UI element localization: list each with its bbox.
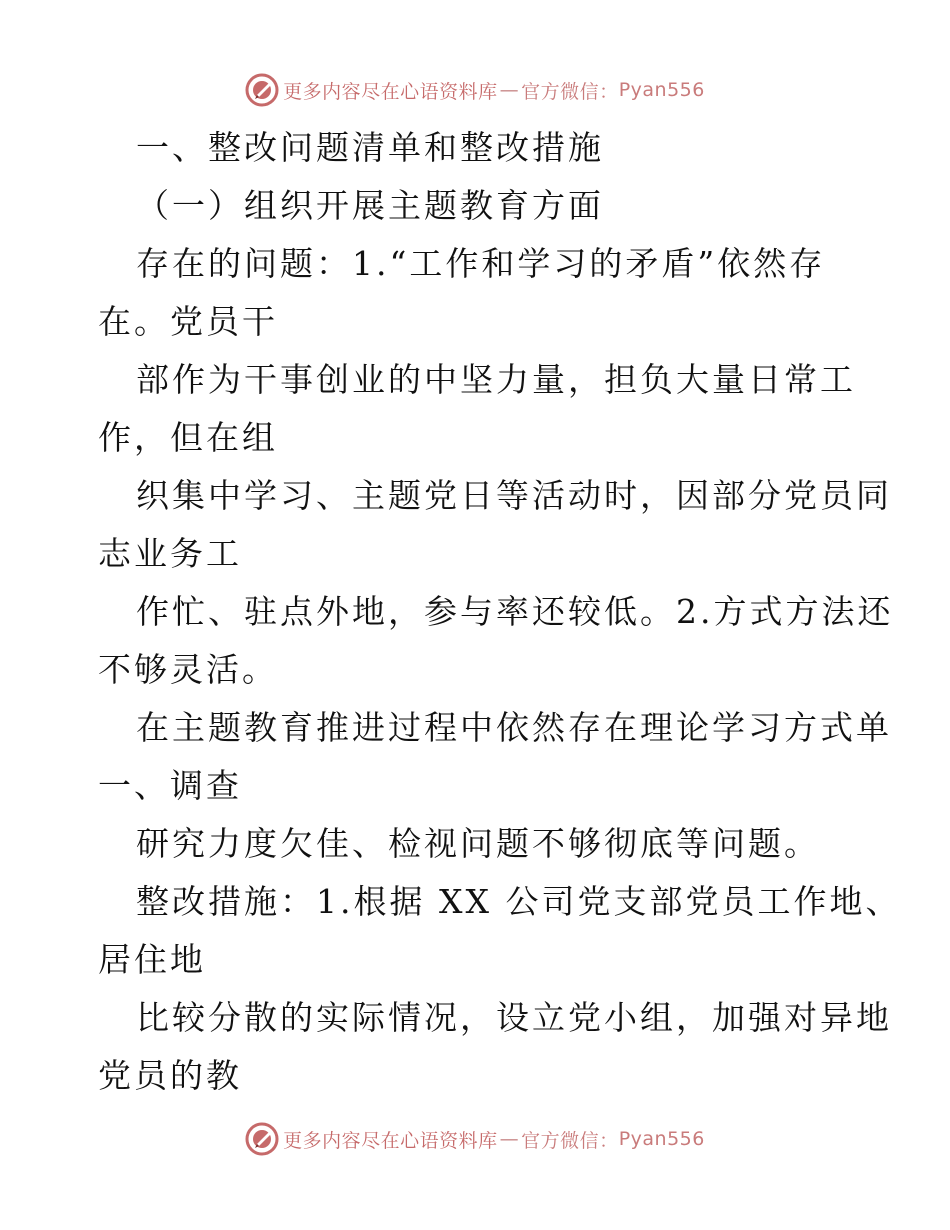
section-heading: 一、整改问题清单和整改措施: [136, 128, 604, 167]
watermark-text: 更多内容尽在心语资料库: [283, 80, 498, 103]
text-line: 存在的问题：1.“工作和学习的矛盾”依然存: [136, 244, 826, 283]
watermark-text: 更多内容尽在心语资料库: [283, 1129, 498, 1152]
watermark-account-id: Pyan556: [618, 1128, 705, 1150]
text-line: 不够灵活。: [98, 650, 278, 689]
text-line: 党员的教: [98, 1056, 242, 1095]
text-line: 部作为干事创业的中坚力量，担负大量日常工: [136, 360, 856, 399]
text-line: 在。党员干: [98, 302, 278, 341]
watermark-account-label: 官方微信：: [521, 80, 619, 103]
text-line: 作，但在组: [98, 418, 278, 457]
watermark-separator: —: [499, 1128, 520, 1150]
watermark-account-id: Pyan556: [618, 79, 705, 101]
text-line: 居住地: [98, 940, 206, 979]
watermark-separator: —: [499, 79, 520, 101]
text-line: 研究力度欠佳、检视问题不够彻底等问题。: [136, 824, 820, 863]
text-line: 整改措施：1.根据 XX 公司党支部党员工作地、: [136, 882, 902, 921]
text-line: 作忙、驻点外地，参与率还较低。2.方式方法还: [136, 592, 894, 631]
text-line: 志业务工: [98, 534, 242, 573]
watermark-account-label: 官方微信：: [521, 1129, 619, 1152]
text-line: 一、调查: [98, 766, 242, 805]
text-line: 比较分散的实际情况，设立党小组，加强对异地: [136, 998, 892, 1037]
footer-watermark: [0, 1119, 950, 1159]
header-watermark: [0, 70, 950, 110]
brand-logo-icon: [245, 1122, 279, 1156]
text-line: 在主题教育推进过程中依然存在理论学习方式单: [136, 708, 892, 747]
brand-logo-icon: [245, 73, 279, 107]
text-line: 织集中学习、主题党日等活动时，因部分党员同: [136, 476, 892, 515]
subsection-heading: （一）组织开展主题教育方面: [136, 186, 604, 225]
